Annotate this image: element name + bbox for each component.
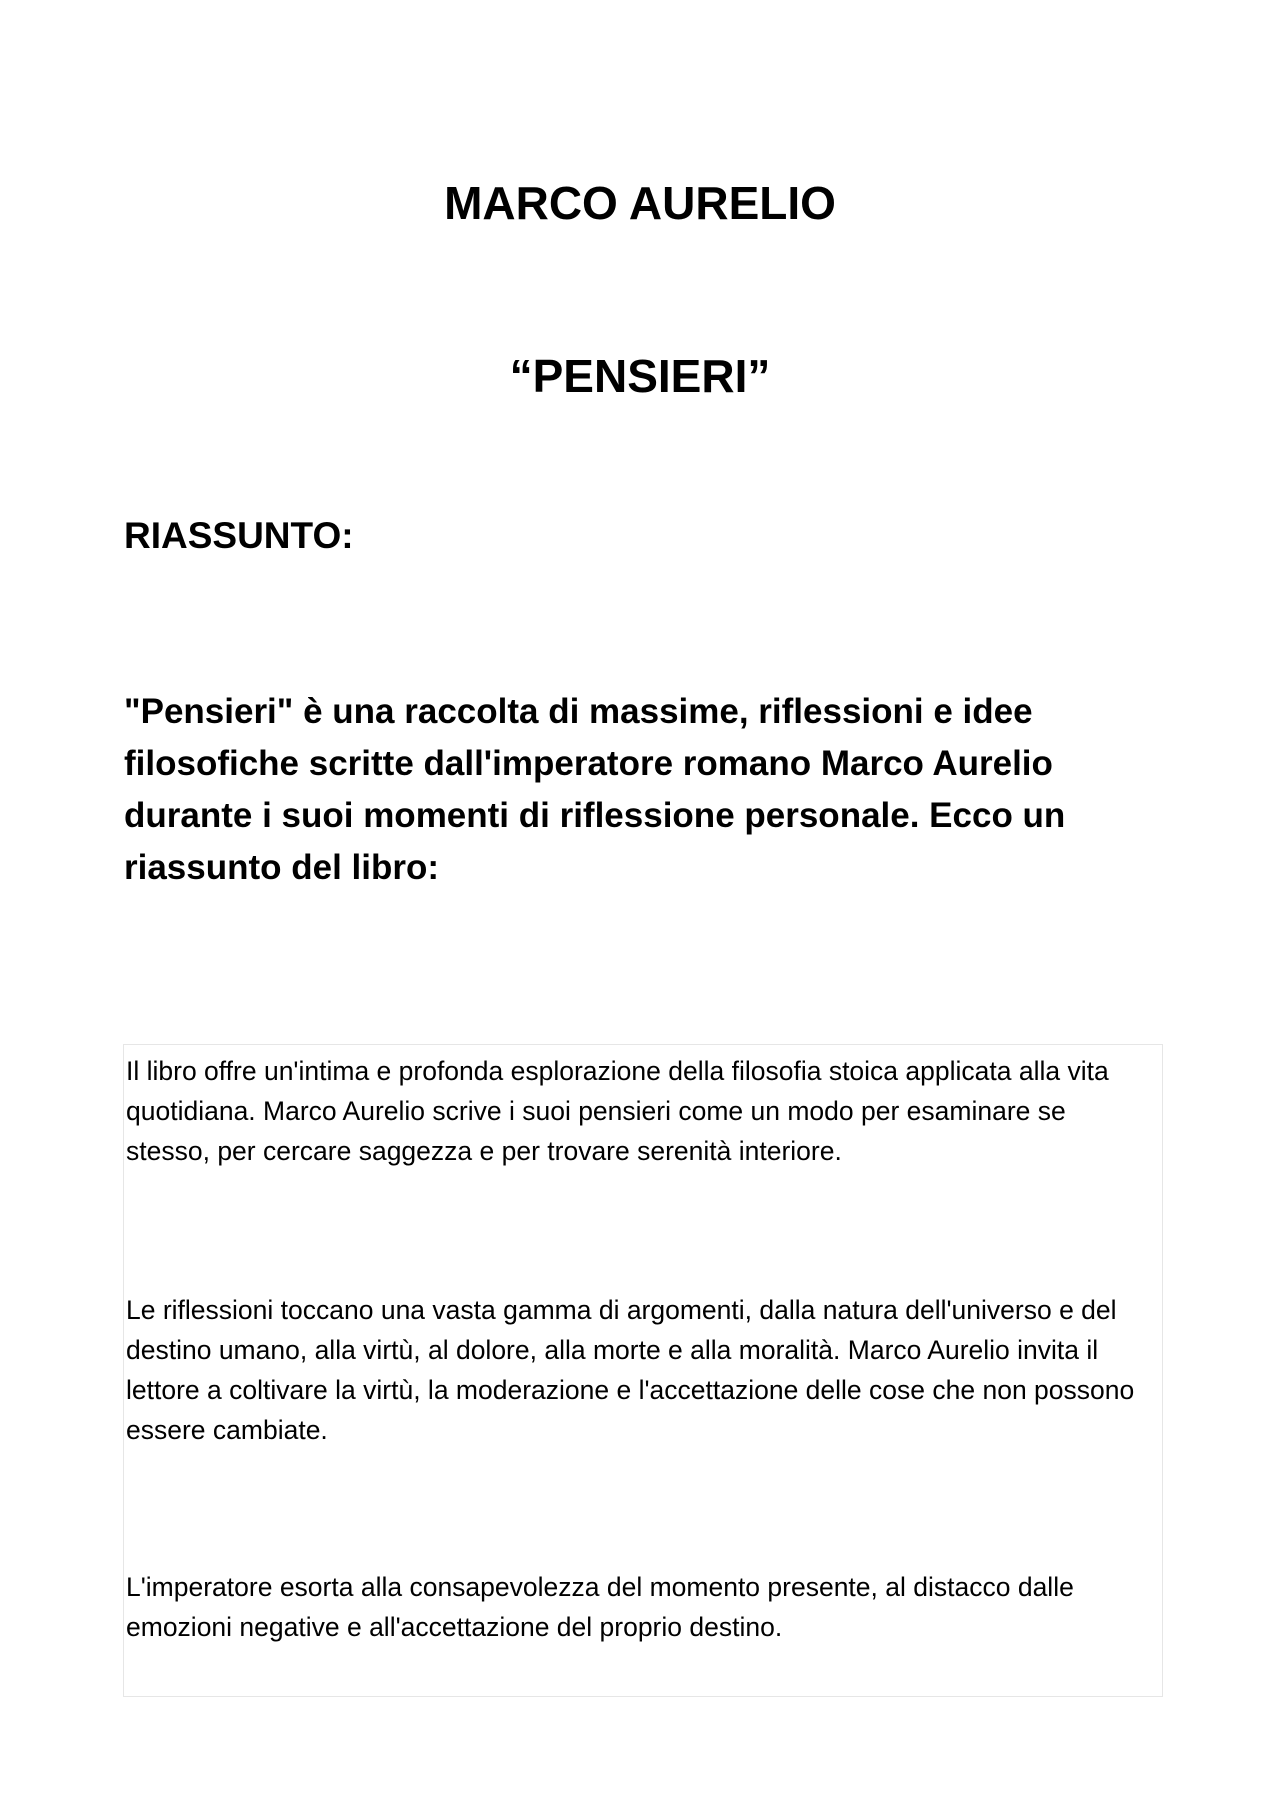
author-title: MARCO AURELIO <box>444 177 836 229</box>
summary-paragraph-1: Il libro offre un'intima e profonda esplorazione della filosofia stoica applicata alla vita quotidiana. Marco Aurelio scrive i suoi pensieri come un modo per esaminare se stesso, per cercare saggezza e per trovare serenità interiore. <box>126 1056 1109 1166</box>
section-heading: RIASSUNTO: <box>124 515 354 556</box>
summary-box <box>123 1044 1163 1697</box>
summary-paragraph-2: Le riflessioni toccano una vasta gamma di argomenti, dalla natura dell'universo e del destino umano, alla virtù, al dolore, alla morte e alla moralità. Marco Aurelio invita il lettore a coltivare la virtù, la moderazione e l'accettazione delle cose che non possono essere cambiate. <box>126 1295 1135 1445</box>
book-title: “PENSIERI” <box>509 350 771 402</box>
summary-paragraph-3: L'imperatore esorta alla consapevolezza del momento presente, al distacco dalle emozioni negative e all'accettazione del proprio destino. <box>126 1572 1074 1642</box>
intro-paragraph: "Pensieri" è una raccolta di massime, riflessioni e idee filosofiche scritte dall'imperatore romano Marco Aurelio durante i suoi momenti di riflessione personale. Ecco un riassunto del libro: <box>124 692 1066 887</box>
